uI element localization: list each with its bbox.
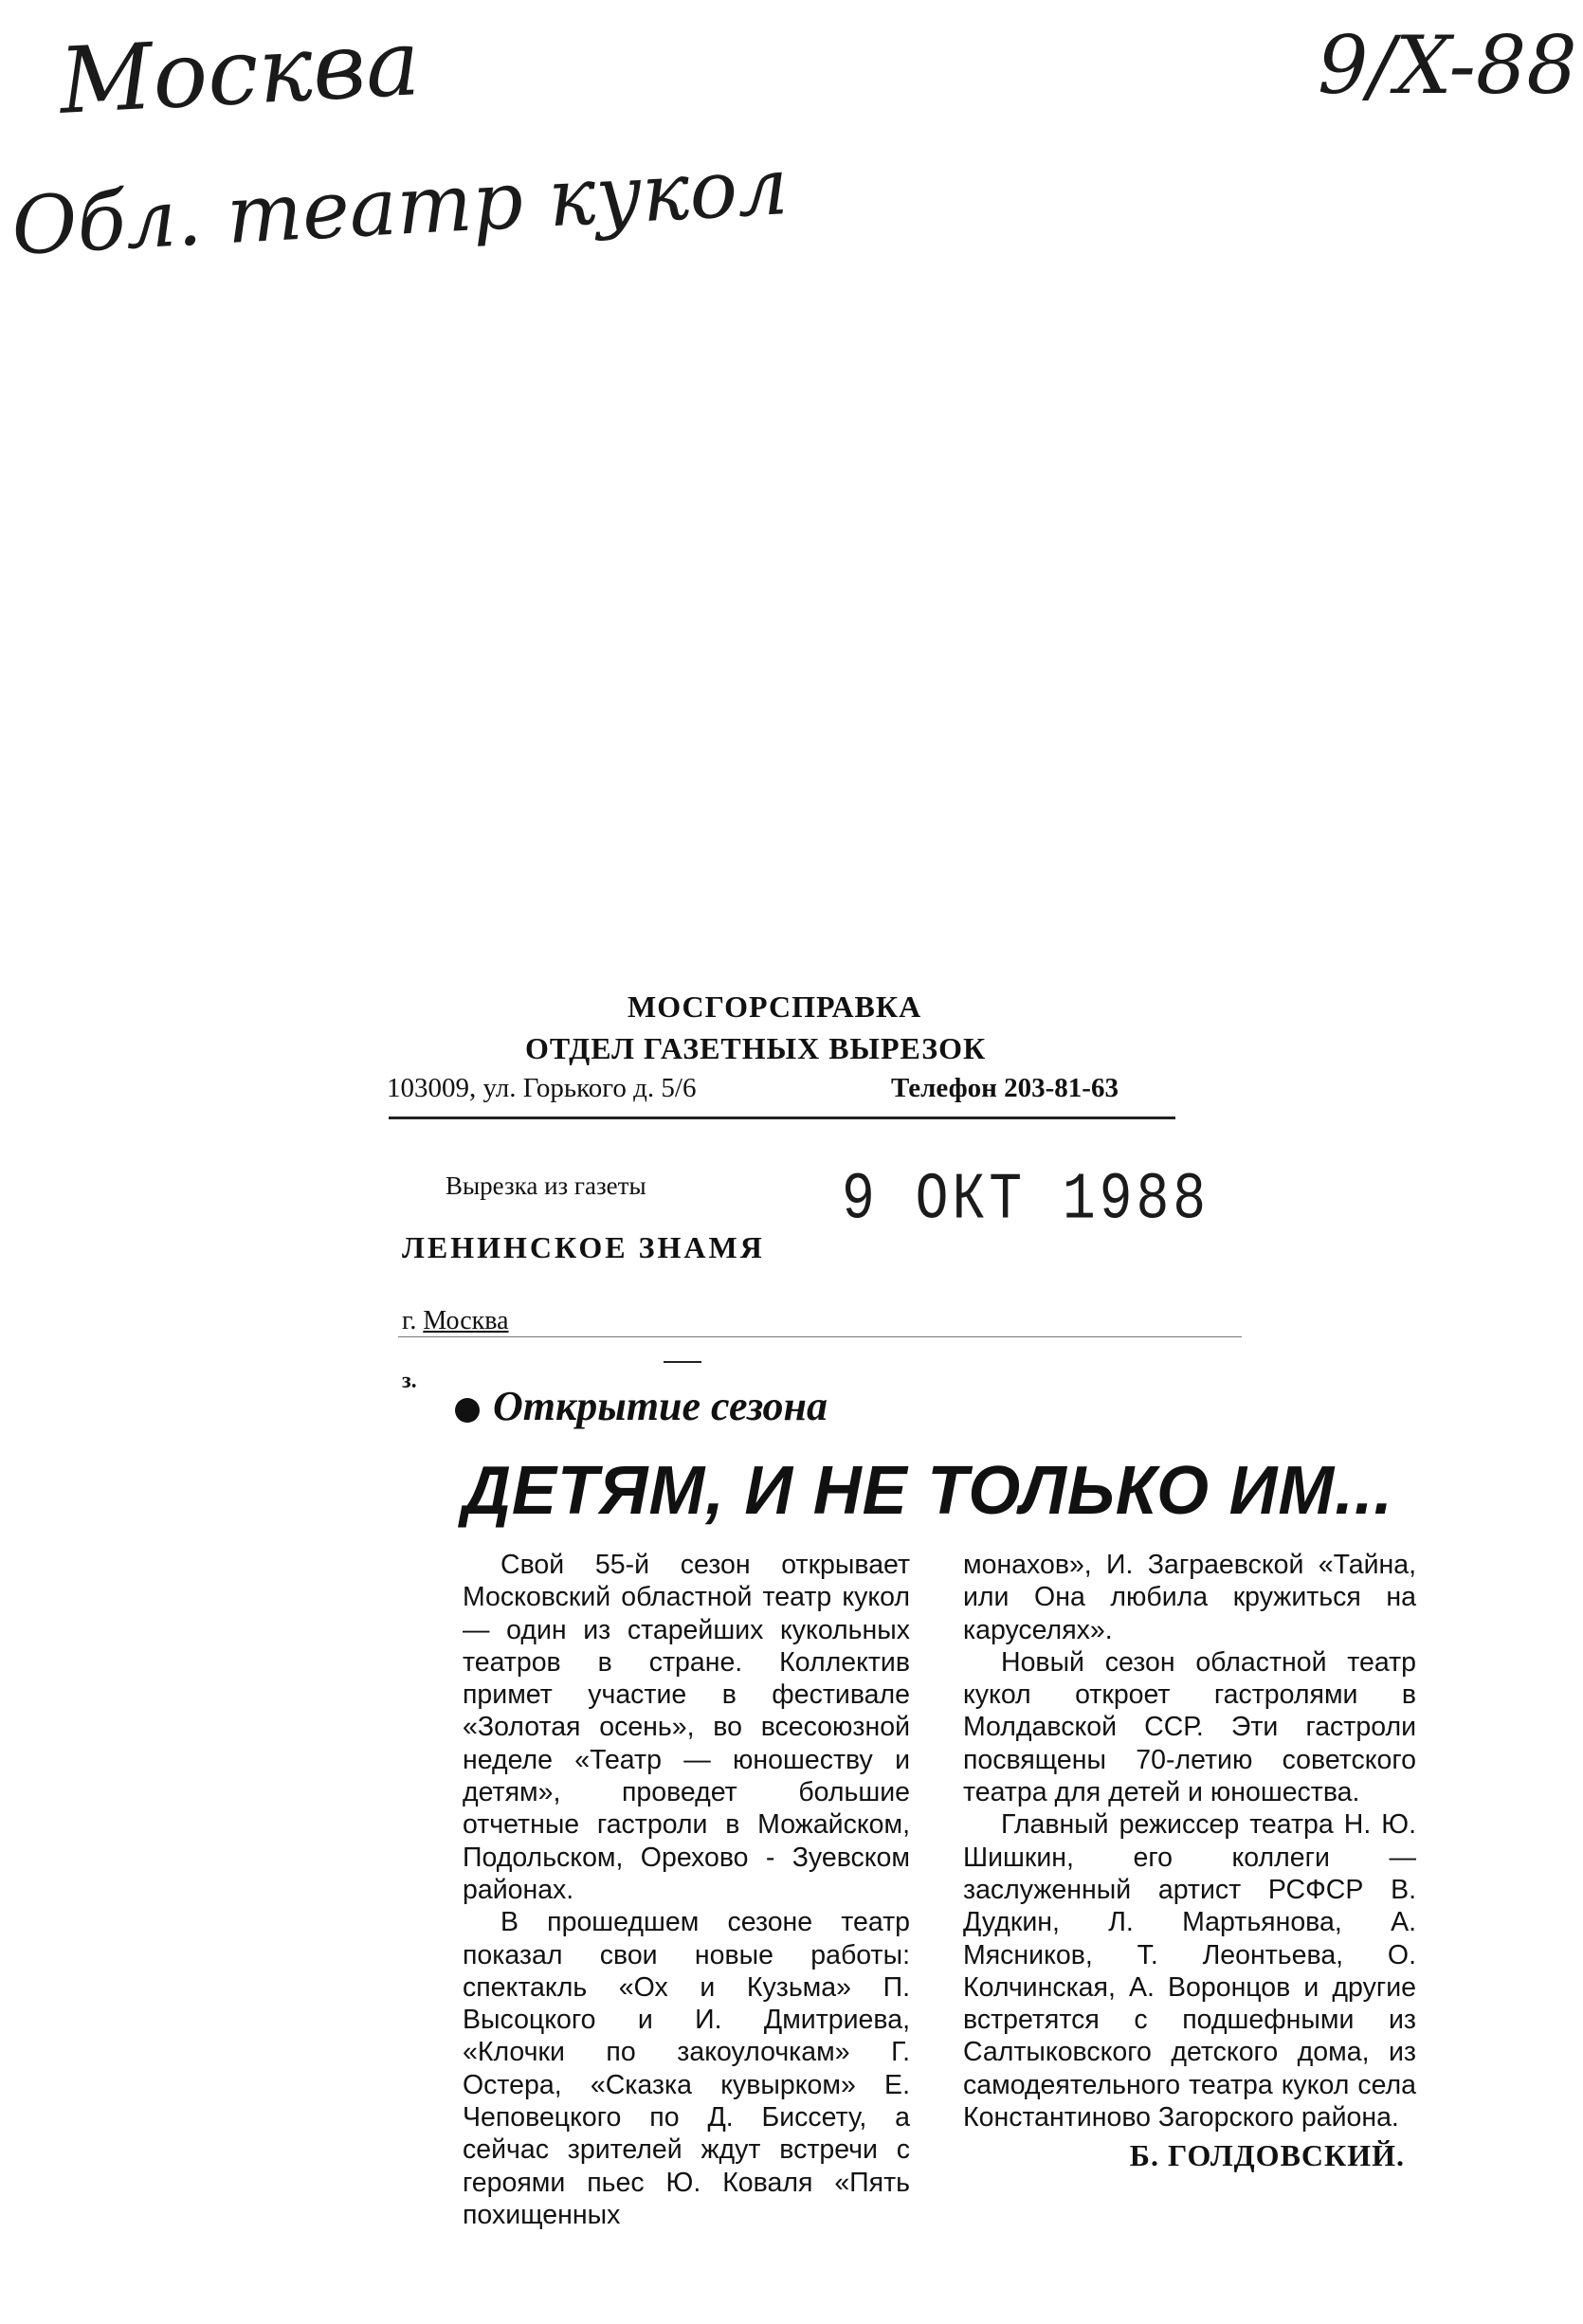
- handwritten-theatre-note: Обл. театр кукол: [9, 139, 791, 273]
- clipping-city: [402, 1306, 509, 1336]
- clipping-label: Вырезка из газеты: [446, 1171, 646, 1200]
- city-divider: [398, 1336, 1242, 1337]
- article-column-1: [463, 1549, 910, 2231]
- article-column-2: [963, 1549, 1416, 2172]
- short-divider: [664, 1361, 701, 1363]
- article-paragraph: В прошедшем сезоне театр показал свои новые работы: спектакль «Ох и Кузьма» П. Высоцкого и И. Дмитриева, «Клочки по закоулочкам» Г. Остера, «Сказка кувырком» Е. Чеповецкого по Д. Биссету, а сейчас зрителей ждут встречи с героями пьес Ю. Коваля «Пять похищенных: [463, 1907, 910, 2230]
- agency-phone: Телефон 203-81-63: [891, 1073, 1119, 1103]
- agency-address: 103009, ул. Горького д. 5/6: [387, 1073, 697, 1103]
- agency-name: МОСГОРСПРАВКА: [628, 990, 922, 1024]
- article-paragraph-continued: монахов», И. Заграевской «Тайна, или Она любила кружиться на каруселях».: [963, 1550, 1416, 1645]
- page-mark: з.: [402, 1369, 417, 1393]
- bullet-icon: [455, 1398, 480, 1423]
- handwritten-city-note: Москва: [57, 9, 423, 135]
- article-paragraph: Главный режиссер театра Н. Ю. Шишкин, его коллеги — заслуженный артист РСФСР В. Дудкин, Л. Мартьянова, А. Мясников, Т. Леонтьева, О. Колчинская, А. Воронцов и другие встретятся с подшефными из Салтыковского детского дома, из самодеятельного театра кукол села Константиново Загорского района.: [963, 1809, 1416, 2133]
- article-paragraph: Свой 55-й сезон открывает Московский областной театр кукол — один из старейших кукольных театров в стране. Коллектив примет участие в фестивале «Золотая осень», во всесоюзной неделе «Театр — юношеству и детям», проведет большие отчетные гастроли в Можайском, Подольском, Орехово - Зуевском районах.: [463, 1550, 910, 1905]
- handwritten-date-note: 9/X-88: [1318, 19, 1577, 112]
- newspaper-name: ЛЕНИНСКОЕ ЗНАМЯ: [402, 1230, 765, 1264]
- rubric-text: Открытие сезона: [493, 1383, 828, 1429]
- date-stamp: 9 ОКТ 1988: [842, 1164, 1210, 1238]
- article-headline: ДЕТЯМ, И НЕ ТОЛЬКО ИМ...: [463, 1453, 1393, 1529]
- article-signature: Б. ГОЛДОВСКИЙ.: [1129, 2138, 1405, 2173]
- agency-department: ОТДЕЛ ГАЗЕТНЫХ ВЫРЕЗОК: [525, 1031, 987, 1065]
- city-prefix: г.: [402, 1306, 417, 1335]
- article-paragraph: Новый сезон областной театр кукол откроет гастролями в Молдавской ССР. Эти гастроли посвящены 70-летию советского театра для детей и юношества.: [963, 1646, 1416, 1808]
- article-rubric: [455, 1382, 828, 1430]
- city-name: Москва: [423, 1306, 509, 1335]
- header-divider: [389, 1117, 1175, 1119]
